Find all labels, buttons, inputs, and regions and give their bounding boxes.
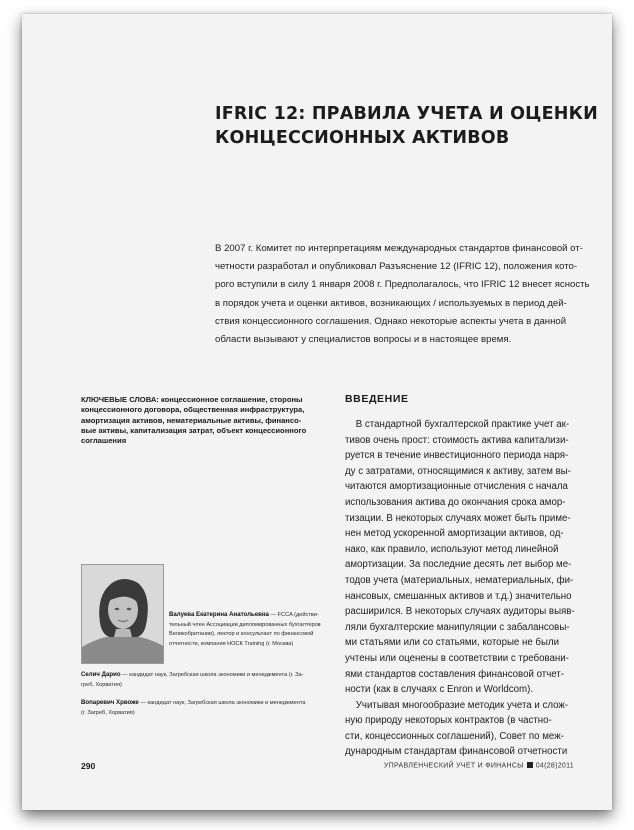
body-line: ности (как в случаях с Enron и Worldcom). bbox=[345, 684, 534, 696]
author-portrait-image bbox=[82, 565, 164, 664]
journal-footer bbox=[384, 762, 574, 770]
lead-paragraph bbox=[215, 240, 590, 349]
author-bio-line: тельный член Ассоциации дипломированных бухгалтеров bbox=[169, 621, 321, 628]
author-bio-line bbox=[169, 610, 331, 621]
document-page bbox=[22, 14, 612, 810]
lead-line: четности разработал и опубликовал Разъяснение 12 (IFRIC 12), положения кото- bbox=[215, 261, 578, 273]
author-bio-text: — FCCA (действи- bbox=[268, 612, 319, 618]
keywords-line: амортизация активов, нематериальные активы, финансо- bbox=[81, 415, 302, 425]
journal-issue: 04(28)2011 bbox=[535, 762, 574, 770]
author-name: Валуева Екатерина Анатольевна bbox=[169, 611, 269, 618]
keywords-line: концессионного договора, общественная инфраструктура, bbox=[81, 405, 305, 415]
body-line: ляли бухгалтерские манипуляции с забалансовы- bbox=[345, 621, 570, 633]
author-name: Селич Дарио bbox=[81, 671, 121, 678]
author-bio-text: — кандидат наук, Загребская школа экономики и менеджмента bbox=[138, 700, 306, 706]
body-line: нансовых, смешанных активов и т.д.) значительно bbox=[345, 590, 572, 602]
lead-line: ствия концессионного соглашения. Однако некоторые аспекты учета в данной bbox=[215, 315, 567, 327]
body-line: ми статьями или со статьями, которые не были bbox=[345, 637, 560, 649]
body-line: нен метод ускоренной амортизации активов, од- bbox=[345, 528, 564, 540]
body-line: нако, как правило, используют метод линейной bbox=[345, 543, 559, 555]
author-photo bbox=[81, 564, 164, 664]
section-heading: ВВЕДЕНИЕ bbox=[345, 393, 409, 405]
body-line: читаются амортизационные отчисления с начала bbox=[345, 481, 568, 493]
page-number: 290 bbox=[81, 761, 96, 771]
author-bio-text: — кандидат наук, Загребская школа экономики и менеджмента (г. За- bbox=[120, 672, 304, 678]
title-line: IFRIC 12: ПРАВИЛА УЧЕТА И ОЦЕНКИ bbox=[215, 104, 598, 124]
author-bio-line: Великобритании), лектор и консультант по финансовой bbox=[169, 631, 314, 638]
body-line: использования актива до окончания срока амор- bbox=[345, 496, 566, 508]
article-title bbox=[215, 102, 598, 150]
body-line: тизации. В некоторых случаях может быть приме- bbox=[345, 512, 571, 524]
author-name: Вопаревич Хрвоже bbox=[81, 699, 139, 706]
square-separator-icon bbox=[527, 762, 533, 768]
body-line: руется в течение инвестиционного периода наря- bbox=[345, 450, 569, 462]
body-line: расширился. В некоторых случаях аудиторы выяв- bbox=[345, 606, 575, 618]
keywords-line: КЛЮЧЕВЫЕ СЛОВА: концессионное соглашение, стороны bbox=[81, 395, 303, 404]
author-bio-second bbox=[81, 670, 343, 690]
author-bio-third bbox=[81, 698, 343, 718]
lead-line: в порядок учета и оценки активов, возникающих / используемых в период дей- bbox=[215, 297, 567, 309]
body-column bbox=[345, 417, 597, 760]
body-line: тивов очень прост: стоимость актива капитализи- bbox=[345, 434, 569, 446]
body-line: Учитывая многообразие методик учета и слож- bbox=[345, 699, 569, 711]
author-bio-line: (г. Загреб, Хорватия) bbox=[81, 709, 135, 716]
keywords-line: вые активы, капитализация затрат, объект концессионного bbox=[81, 425, 307, 435]
body-line: ную природу некоторых контрактов (в частно- bbox=[345, 715, 552, 727]
body-line: ями стандартов составления финансовой отчет- bbox=[345, 668, 564, 680]
journal-name: УПРАВЛЕНЧЕСКИЙ УЧЕТ И ФИНАНСЫ bbox=[383, 762, 524, 770]
lead-line: рого вступили в силу 1 января 2008 г. Предполагалось, что IFRIC 12 внесет ясность bbox=[215, 279, 590, 291]
body-line: тодов учета (материальных, нематериальных, фи- bbox=[345, 574, 574, 586]
body-line: сти, концессионных соглашений), Совет по меж- bbox=[345, 730, 564, 742]
author-bio-line bbox=[81, 670, 343, 681]
body-line: ду с затратами, относящимися к активу, затем вы- bbox=[345, 465, 571, 477]
body-line: дународным стандартам финансовой отчетности bbox=[345, 746, 568, 758]
author-bio-line: отчетности, компания НОСК Training (г. Москва) bbox=[169, 640, 294, 647]
author-bio-line: греб, Хорватия) bbox=[81, 681, 122, 688]
body-line: В стандартной бухгалтерской практике учет ак- bbox=[345, 419, 570, 430]
keywords-line: соглашения bbox=[81, 436, 127, 446]
author-bio-line bbox=[81, 698, 343, 709]
title-line: КОНЦЕССИОННЫХ АКТИВОВ bbox=[215, 128, 510, 148]
body-line: амортизации. За последние десять лет выбор ме- bbox=[345, 559, 572, 571]
body-line: учтены или оценены в соответствии с требовани- bbox=[345, 652, 569, 664]
author-bio-first bbox=[169, 610, 331, 649]
lead-line: области вызывают у специалистов вопросы и в настоящее время. bbox=[215, 334, 512, 346]
keywords-block bbox=[81, 395, 343, 446]
lead-line: В 2007 г. Комитет по интерпретациям международных стандартов финансовой от- bbox=[215, 243, 583, 254]
